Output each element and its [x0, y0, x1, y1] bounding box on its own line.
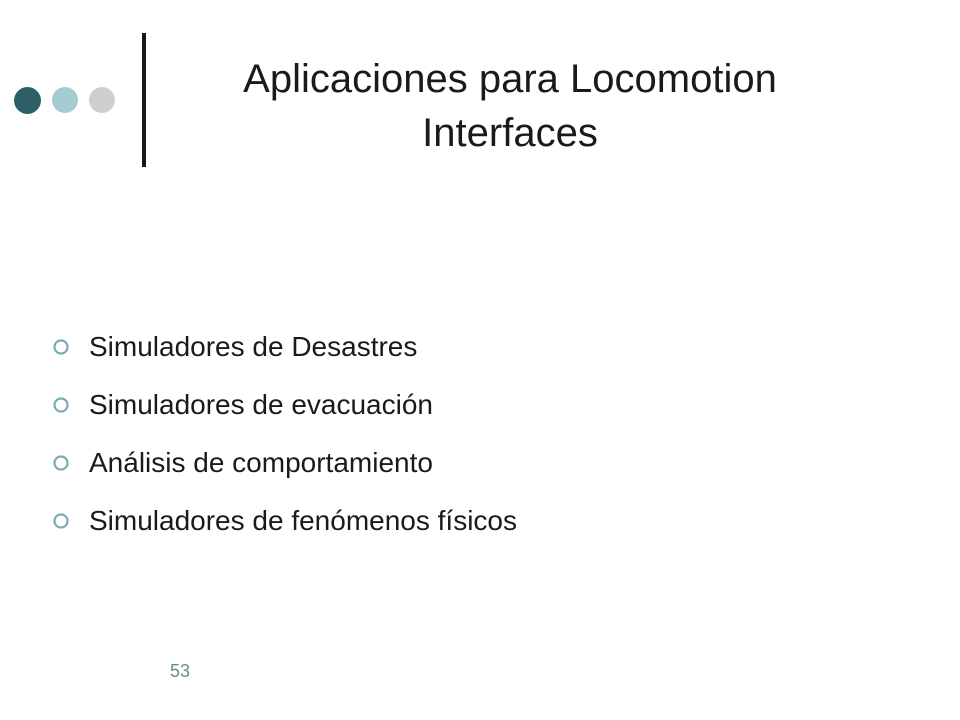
grey-dot-icon: [89, 87, 115, 113]
light-teal-dot-icon: [52, 87, 78, 113]
bullet-item: [52, 376, 517, 434]
bullet-text: Simuladores de evacuación: [89, 389, 433, 420]
bullet-text: Simuladores de fenómenos físicos: [89, 505, 517, 536]
bullet-item: [52, 492, 517, 550]
ring-bullet-icon: [52, 512, 70, 530]
slide-title-line-2: Interfaces: [422, 111, 598, 155]
bullet-item: [52, 434, 517, 492]
decorative-dots: [14, 86, 126, 114]
dark-teal-dot-icon: [14, 87, 41, 114]
bullet-item: [52, 318, 517, 376]
page-number: 53: [170, 661, 191, 681]
ring-bullet-icon: [52, 454, 70, 472]
title-divider-line: [142, 33, 146, 167]
bullet-text: Análisis de comportamiento: [89, 447, 433, 478]
bullet-text: Simuladores de Desastres: [89, 331, 418, 362]
ring-bullet-icon: [52, 396, 70, 414]
slide-title: [160, 52, 860, 160]
bullet-list: [52, 318, 517, 550]
slide-title-line-1: Aplicaciones para Locomotion: [243, 57, 777, 101]
ring-bullet-icon: [52, 338, 70, 356]
